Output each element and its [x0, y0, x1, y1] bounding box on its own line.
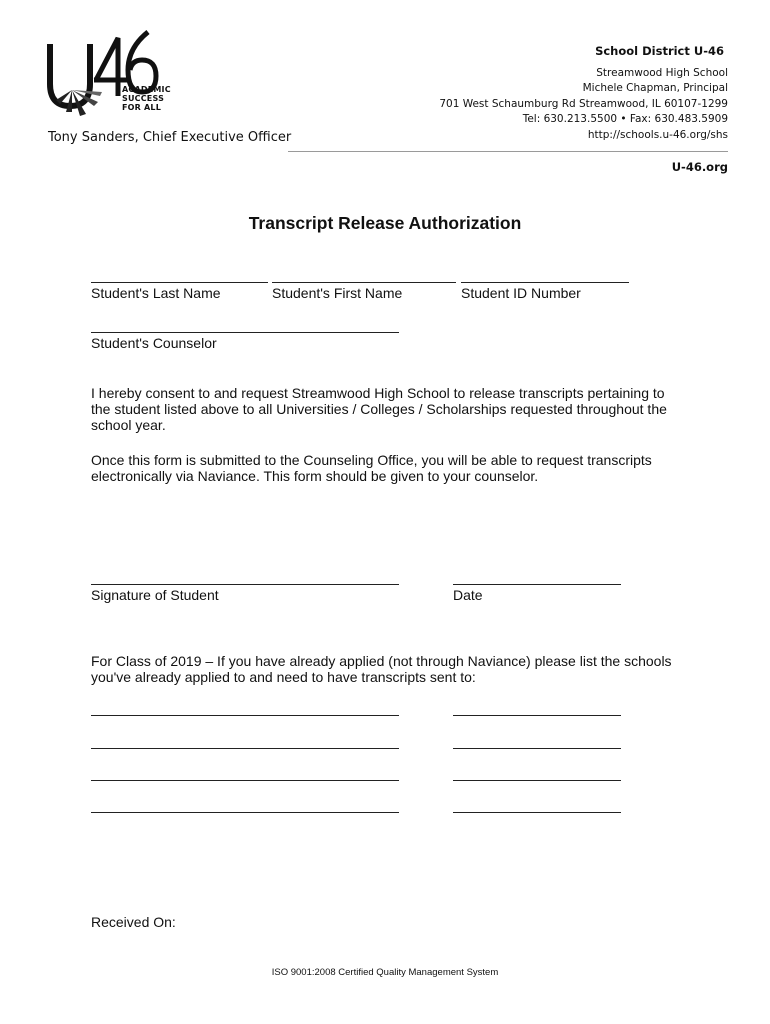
logo-tagline-line: ACADEMIC [122, 85, 171, 94]
header-divider [288, 151, 728, 152]
counselor-label: Student's Counselor [91, 335, 217, 351]
first-name-line[interactable] [272, 282, 456, 283]
consent-paragraph: I hereby consent to and request Streamwood High School to release transcripts pertaining to the student listed above to all Universities / Colleges / Scholarships requested throughout the school year. [91, 385, 667, 433]
school-name-line[interactable] [91, 748, 399, 749]
last-name-label: Student's Last Name [91, 285, 221, 301]
ceo-name: Tony Sanders, Chief Executive Officer [48, 130, 292, 145]
date-label: Date [453, 587, 483, 603]
last-name-line[interactable] [91, 282, 268, 283]
school-name-line[interactable] [91, 780, 399, 781]
phone-fax: Tel: 630.213.5500 • Fax: 630.483.5909 [522, 113, 728, 125]
received-on-label: Received On: [91, 914, 176, 930]
principal-name: Michele Chapman, Principal [582, 82, 728, 94]
logo-tagline-line: FOR ALL [122, 103, 161, 112]
class-note-paragraph: For Class of 2019 – If you have already applied (not through Naviance) please list the schools you've already applied to and need to have transcripts sent to: [91, 653, 672, 685]
school-name: Streamwood High School [596, 66, 728, 79]
date-line[interactable] [453, 584, 621, 585]
school-date-line[interactable] [453, 780, 621, 781]
school-name-line[interactable] [91, 715, 399, 716]
school-date-line[interactable] [453, 812, 621, 813]
signature-line[interactable] [91, 584, 399, 585]
counselor-line[interactable] [91, 332, 399, 333]
logo-tagline [122, 85, 171, 112]
school-date-line[interactable] [453, 715, 621, 716]
u46-logo [44, 26, 194, 126]
naviance-paragraph: Once this form is submitted to the Counseling Office, you will be able to request transcripts electronically via Naviance. This form should be given to your counselor. [91, 452, 652, 484]
signature-label: Signature of Student [91, 587, 219, 603]
school-date-line[interactable] [453, 748, 621, 749]
logo-tagline-line: SUCCESS [122, 94, 165, 103]
district-website: U-46.org [671, 160, 728, 174]
district-contact-block [439, 44, 728, 143]
first-name-label: Student's First Name [272, 285, 403, 301]
school-website: http://schools.u-46.org/shs [587, 128, 728, 141]
form-title: Transcript Release Authorization [248, 213, 522, 233]
student-id-label: Student ID Number [461, 285, 581, 301]
iso-footer: ISO 9001:2008 Certified Quality Management System [271, 967, 499, 978]
district-name: School District U-46 [595, 44, 724, 58]
school-address: 701 West Schaumburg Rd Streamwood, IL 60107-1299 [439, 97, 728, 110]
student-id-line[interactable] [461, 282, 629, 283]
school-name-line[interactable] [91, 812, 399, 813]
